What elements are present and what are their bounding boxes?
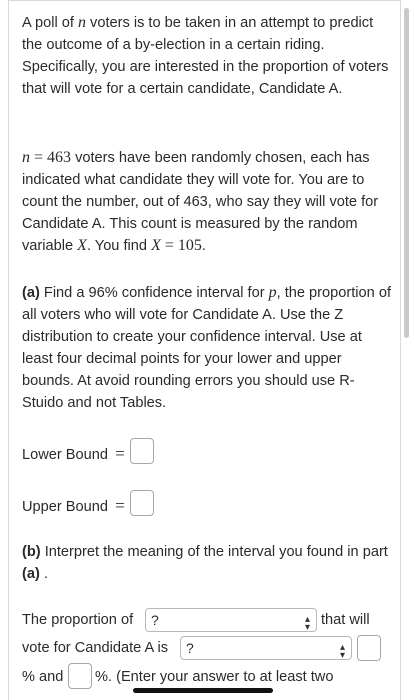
variable-n: n — [77, 14, 86, 31]
chevron-updown-icon: ▴ ▾ — [339, 642, 345, 661]
certainty-dropdown-value: ? — [186, 640, 194, 656]
interpretation-line-3-tail: %. (Enter your answer to at least two — [95, 669, 334, 685]
subject-dropdown[interactable] — [145, 608, 317, 632]
subject-dropdown-value: ? — [151, 612, 159, 628]
lower-bound-label: Lower Bound = — [22, 444, 125, 463]
intro-paragraph-2: n = 463 voters have been randomly chosen, each has indicated what candidate they will vote for. You are to count the number, out of 463, who say they will vote for Candidate A. This count is measured by the random variable X. You find X = 105. — [22, 149, 379, 254]
interpretation-line-1: The proportion of — [22, 612, 134, 628]
intro-paragraph-1: A poll of n voters is to be taken in an attempt to predict the outcome of a by-election in a certain riding. Specifically, you are interested in the proportion of voters that will vote for a certain candidate, Candidate A. — [22, 14, 389, 97]
part-b-question: (b) Interpret the meaning of the interval you found in part (a) . — [22, 544, 388, 582]
lower-percent-input[interactable] — [357, 635, 381, 661]
home-indicator[interactable] — [133, 688, 273, 693]
scrollbar[interactable] — [404, 8, 409, 338]
interpretation-line-1-tail: that will — [321, 612, 370, 628]
lower-bound-input[interactable] — [130, 438, 154, 464]
upper-bound-input[interactable] — [130, 490, 154, 516]
upper-percent-input[interactable] — [68, 663, 92, 689]
interpretation-line-2: vote for Candidate A is — [22, 640, 169, 656]
part-a-question: (a) Find a 96% confidence interval for p, the proportion of all voters who will vote for Candidate A. Use the Z distribution to create your confidence interval. Use at least four decimal points for your lower and upper bounds. At avoid rounding errors you should use R-Stuido and not Tables. — [22, 284, 392, 411]
upper-bound-label: Upper Bound = — [22, 496, 125, 515]
certainty-dropdown[interactable] — [180, 636, 352, 660]
interpretation-line-3-start: % and — [22, 669, 64, 685]
chevron-updown-icon: ▴ ▾ — [304, 614, 310, 633]
